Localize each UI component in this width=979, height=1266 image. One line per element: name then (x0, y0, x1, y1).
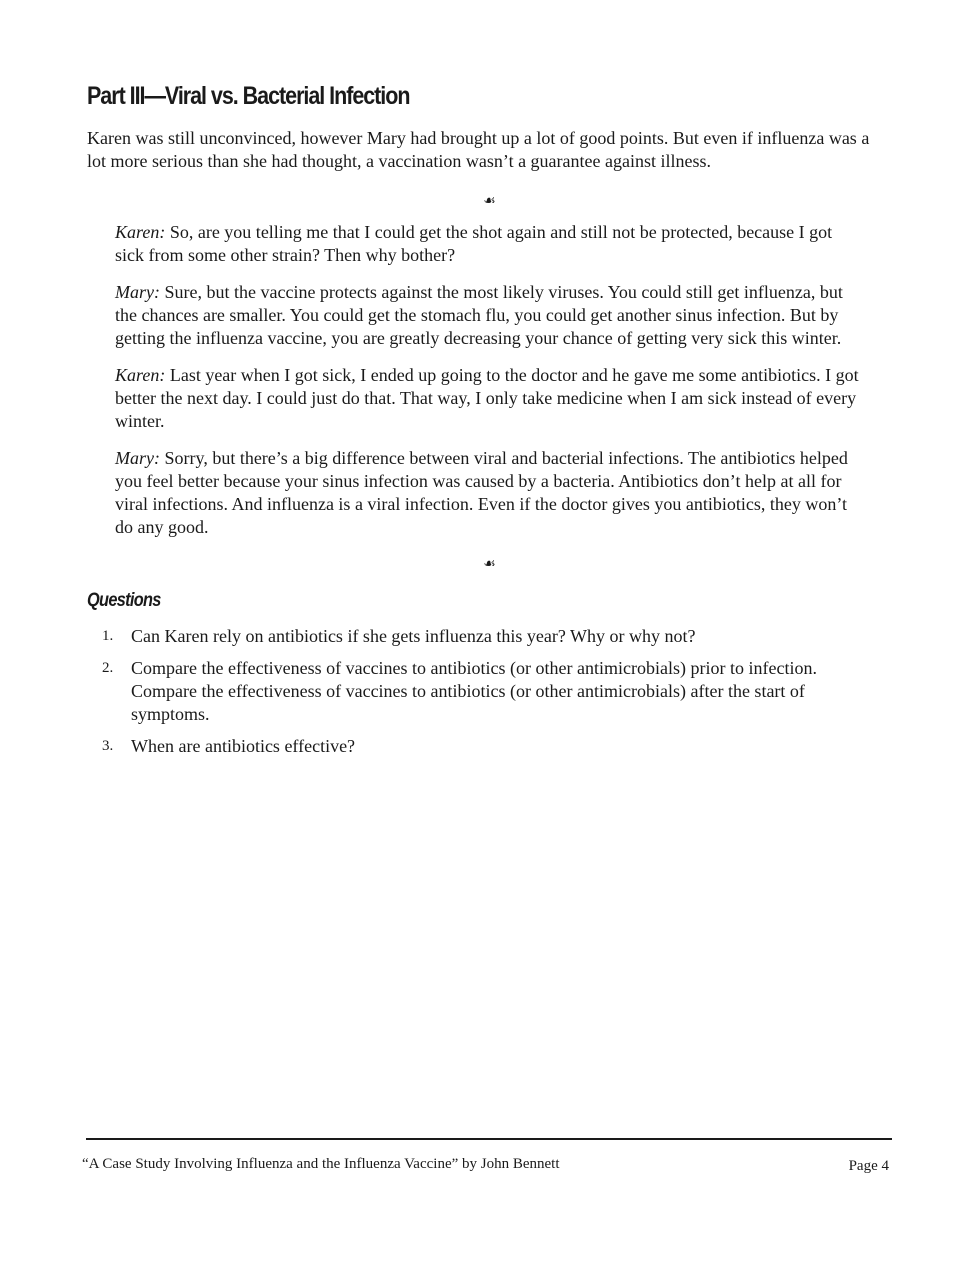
question-text: Compare the effectiveness of vaccines to antibiotics (or other antimicrobials) prior to infection. Compare the effectiveness of vaccines to antibiotics (or other antimicrobials) after the start of symptoms. (131, 658, 817, 724)
dialogue-line (115, 221, 865, 267)
intro-paragraph: Karen was still unconvinced, however Mary had brought up a lot of good points. But even if influenza was a lot more serious than she had thought, a vaccination wasn’t a guarantee against illness. (87, 128, 870, 171)
question-number: 2. (102, 660, 114, 676)
section-ornament-bottom: ☙ (483, 556, 496, 572)
question-text: Can Karen rely on antibiotics if she gets influenza this year? Why or why not? (131, 626, 696, 646)
footer-citation: “A Case Study Involving Influenza and the Influenza Vaccine” by John Bennett (82, 1156, 560, 1172)
dialogue (115, 221, 865, 553)
speaker-name: Mary: (115, 282, 160, 302)
dialogue-text: Sure, but the vaccine protects against the most likely viruses. You could still get influenza, but the chances are smaller. You could get the stomach flu, you could get another sinus infection. But by getting the influenza vaccine, you are greatly decreasing your chance of getting very sick this winter. (115, 282, 843, 348)
questions-heading: Questions (87, 590, 161, 611)
page-number: Page 4 (848, 1158, 889, 1174)
dialogue-line (115, 447, 865, 539)
speaker-name: Karen: (115, 222, 166, 242)
dialogue-line (115, 364, 865, 433)
question-number: 1. (102, 628, 114, 644)
dialogue-line (115, 281, 865, 350)
question-text: When are antibiotics effective? (131, 736, 356, 756)
section-ornament-top: ☙ (483, 193, 496, 209)
questions-list (100, 625, 860, 767)
question-number: 3. (102, 738, 114, 754)
footer-rule (86, 1138, 892, 1140)
speaker-name: Mary: (115, 448, 160, 468)
question-item (100, 657, 860, 726)
dialogue-text: Last year when I got sick, I ended up going to the doctor and he gave me some antibiotics. I got better the next day. I could just do that. That way, I only take medicine when I am sick instead of every winter. (115, 365, 859, 431)
question-item (100, 625, 860, 648)
question-item (100, 735, 860, 758)
speaker-name: Karen: (115, 365, 166, 385)
dialogue-text: Sorry, but there’s a big difference between viral and bacterial infections. The antibiotics helped you feel better because your sinus infection was caused by a bacteria. Antibiotics don’t help at all for viral infections. And influenza is a viral infection. Even if the doctor gives you antibiotics, they won’t do any good. (115, 448, 848, 537)
dialogue-text: So, are you telling me that I could get the shot again and still not be protected, because I got sick from some other strain? Then why bother? (115, 222, 833, 265)
part-title: Part III—Viral vs. Bacterial Infection (87, 82, 410, 110)
